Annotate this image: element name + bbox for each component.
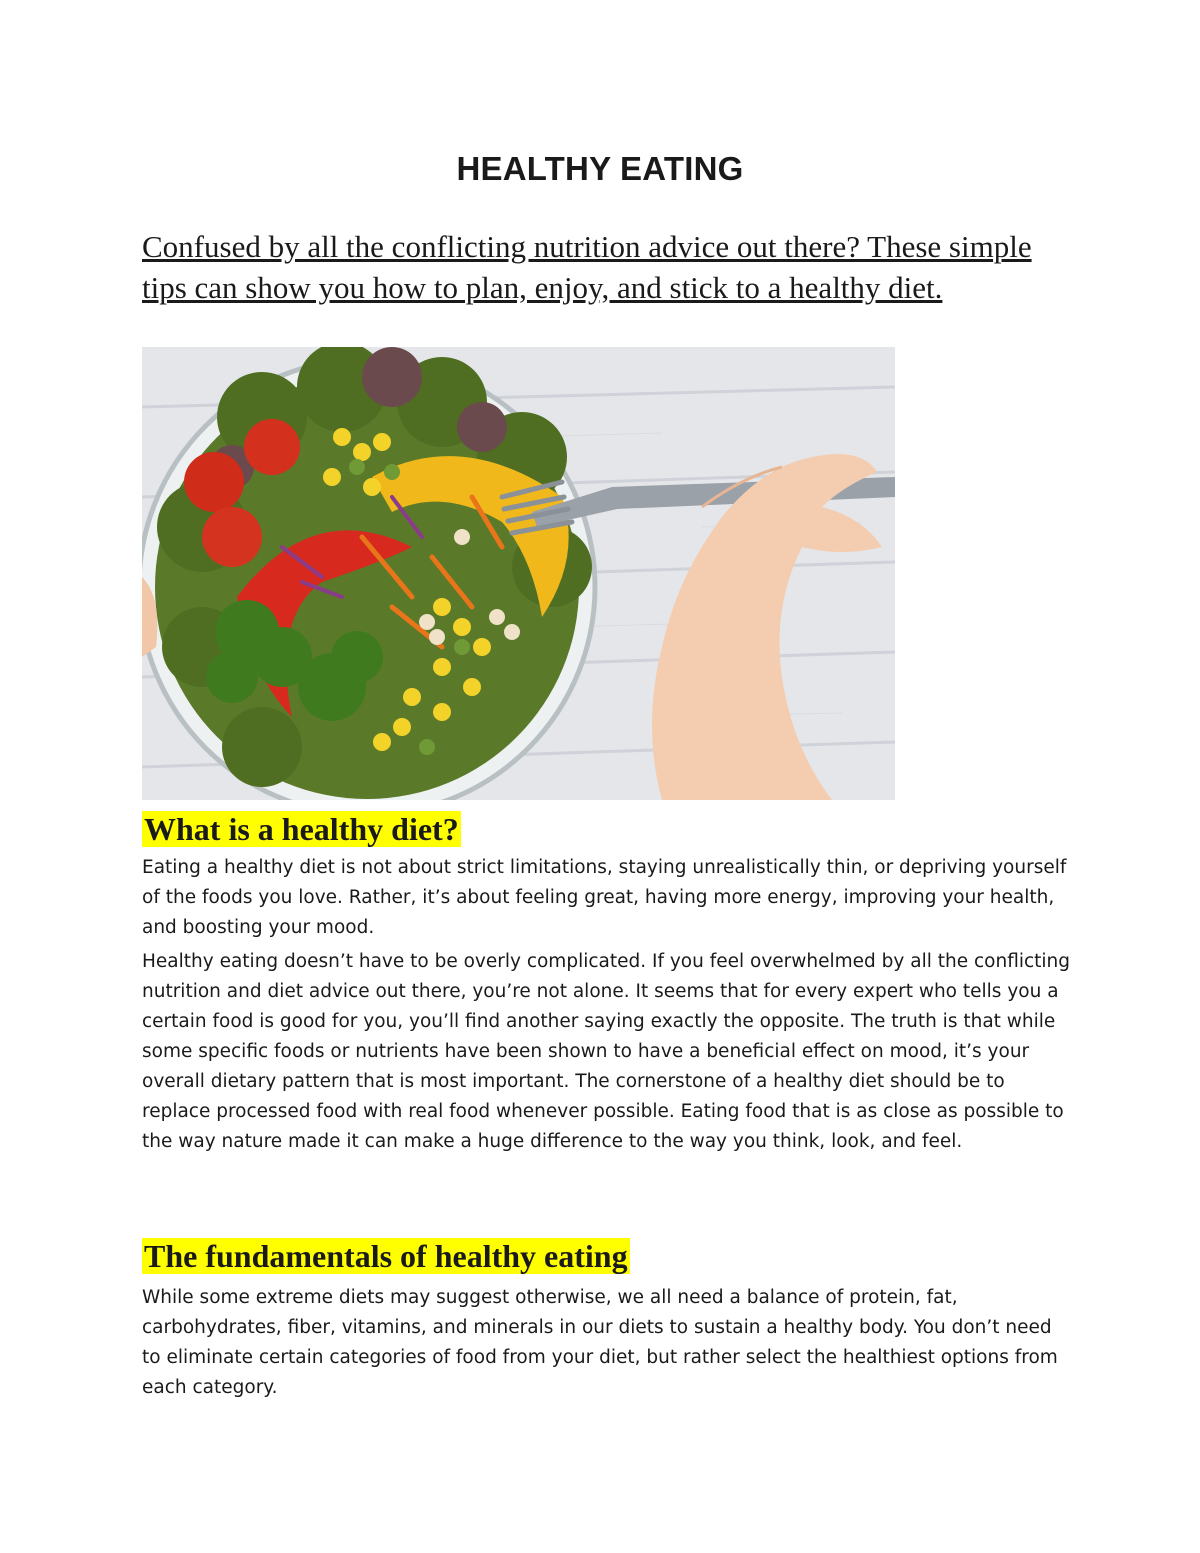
- page-title: HEALTHY EATING: [456, 150, 744, 187]
- salad-bowl-image: [142, 347, 895, 800]
- section-heading-what-is-healthy-diet: What is a healthy diet?: [144, 811, 459, 847]
- paragraph: While some extreme diets may suggest otherwise, we all need a balance of protein, fat, carbohydrates, fiber, vitamins, and minerals in our diets to sustain a healthy body. You don’t need to eliminate certain categories of food from your diet, but rather select the healthiest options from each category.: [142, 1287, 1058, 1398]
- paragraph: Eating a healthy diet is not about strict limitations, staying unrealistically thin, or depriving yourself of the foods you love. Rather, it’s about feeling great, having more energy, improving your health, and boosting your mood.: [142, 857, 1067, 938]
- section-heading-fundamentals: The fundamentals of healthy eating: [144, 1238, 628, 1274]
- subtitle: Confused by all the conflicting nutrition advice out there? These simple tips can show you how to plan, enjoy, and stick to a healthy diet.: [142, 229, 1032, 305]
- paragraph: Healthy eating doesn’t have to be overly complicated. If you feel overwhelmed by all the conflicting nutrition and diet advice out there, you’re not alone. It seems that for every expert who tells you a certain food is good for you, you’ll find another saying exactly the opposite. The truth is that while some specific foods or nutrients have been shown to have a beneficial effect on mood, it’s your overall dietary pattern that is most important. The cornerstone of a healthy diet should be to replace processed food with real food whenever possible. Eating food that is as close as possible to the way nature made it can make a huge difference to the way you think, look, and feel.: [142, 951, 1071, 1152]
